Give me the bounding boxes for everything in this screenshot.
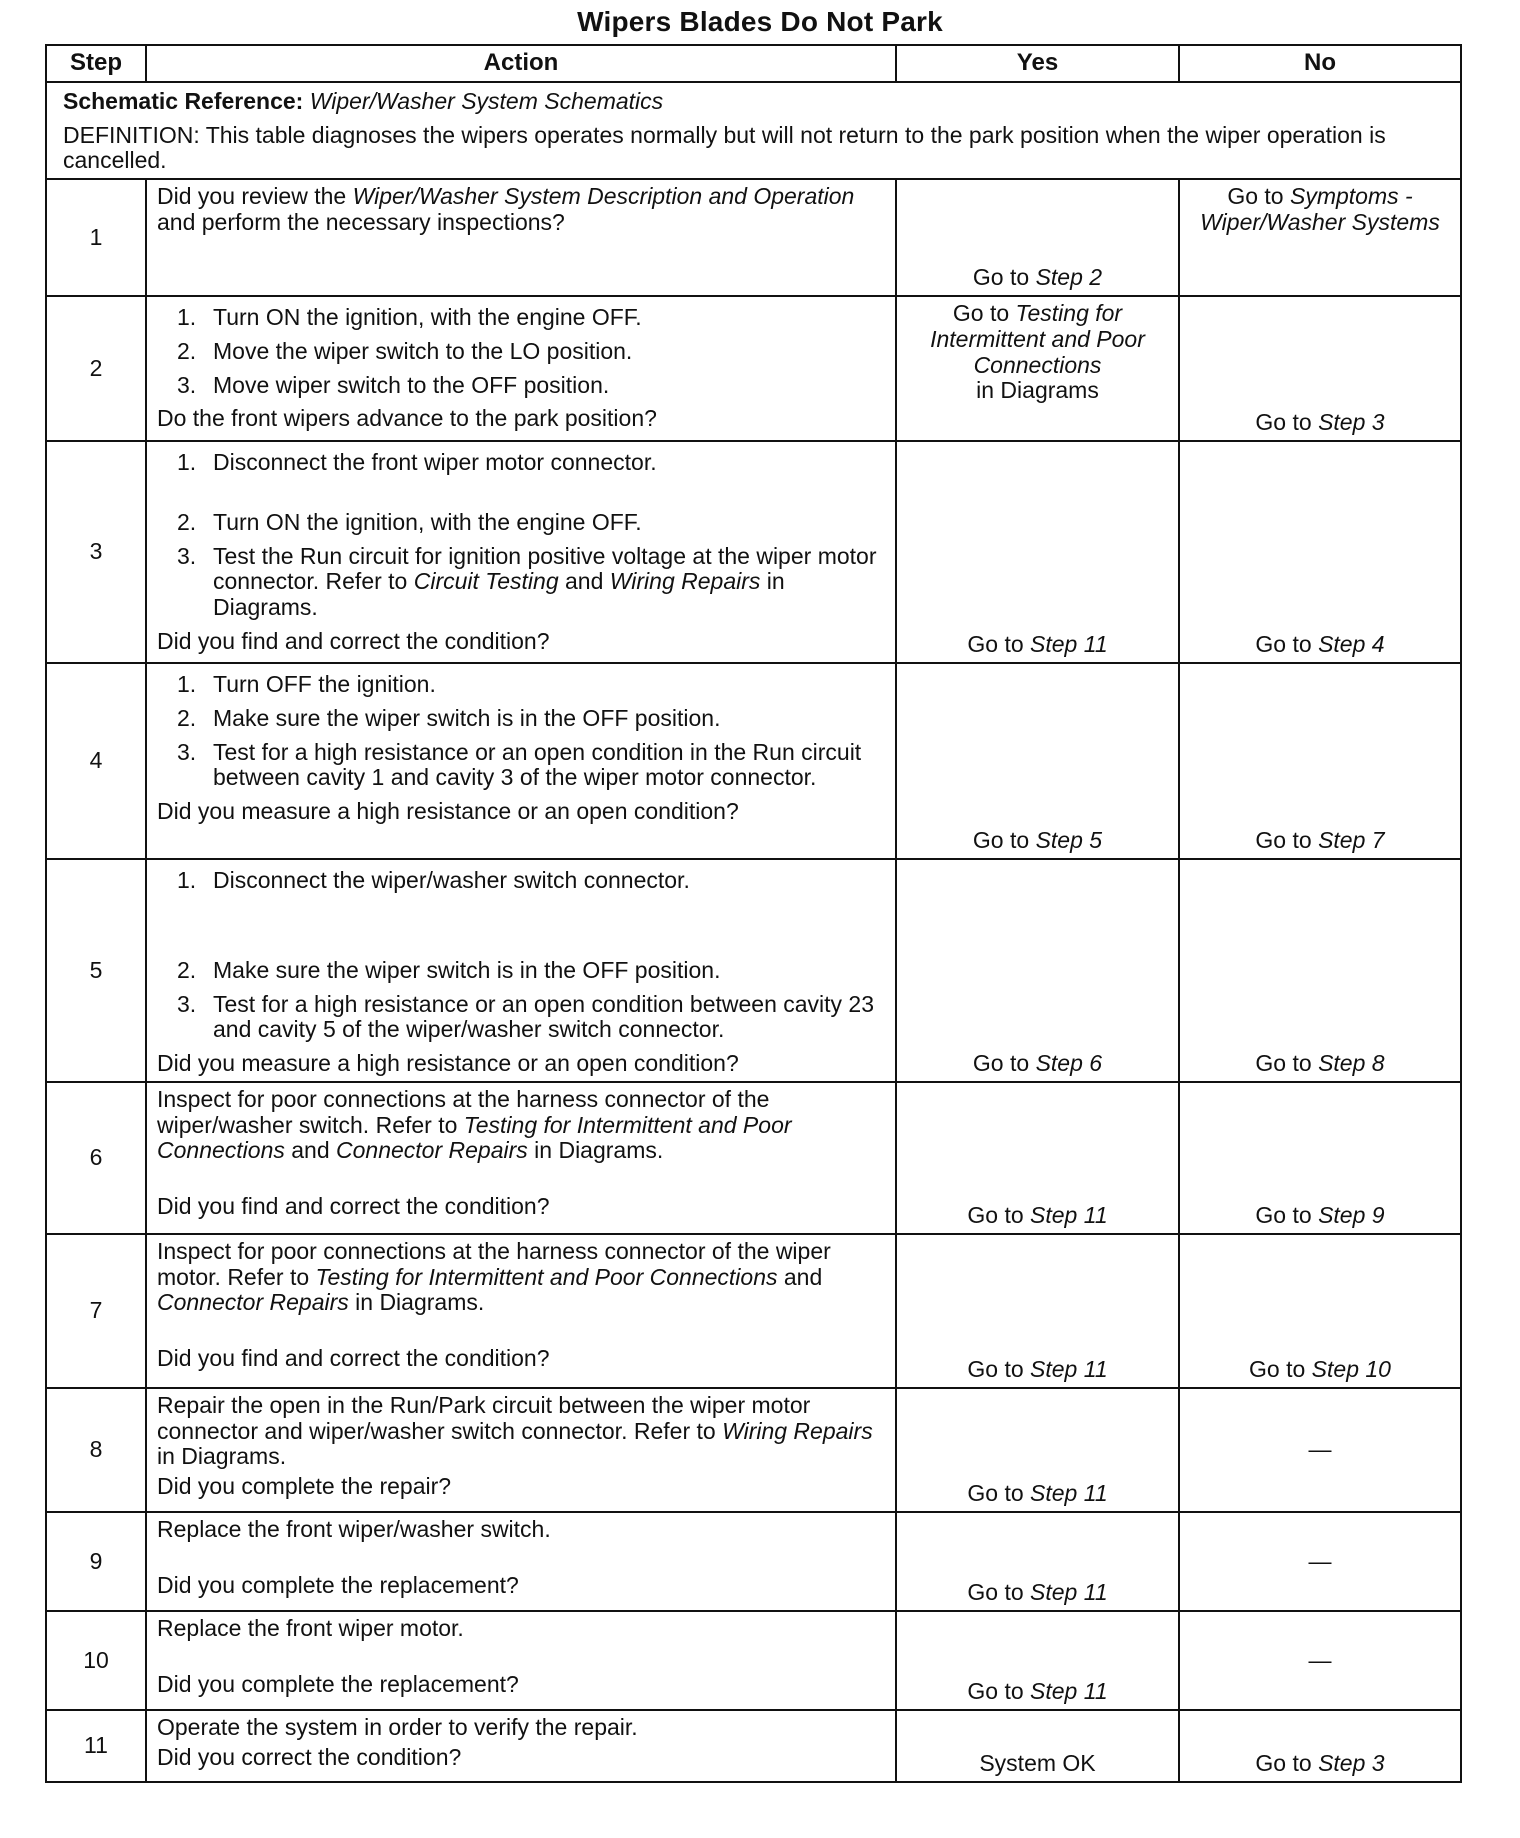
header-row [46, 45, 1461, 82]
question: Did you complete the repair? [157, 1473, 452, 1500]
yes-link[interactable]: Step 11 [1030, 1480, 1108, 1507]
step-number: 8 [46, 1388, 146, 1512]
action-cell [146, 1388, 896, 1512]
yes-cell: Go to Testing for Intermittent and Poor Connections in Diagrams [896, 296, 1179, 441]
table-row [46, 663, 1461, 859]
no-link[interactable]: Step 4 [1318, 631, 1385, 658]
table-row [46, 1710, 1461, 1782]
no-link[interactable]: Step 3 [1318, 409, 1385, 436]
step-number: 1 [46, 179, 146, 296]
step-number: 11 [46, 1710, 146, 1782]
circuit-testing-link[interactable]: Circuit Testing [413, 568, 559, 595]
sub-step: 3. Test for a high resistance or an open condition in the Run circuit between cavity 1 and cavity 3 of the wiper motor connector. [177, 738, 862, 791]
no-cell: Go to Step 9 [1179, 1082, 1461, 1234]
table-row [46, 1082, 1461, 1234]
table-row [46, 1512, 1461, 1611]
system-ok-text: System OK [979, 1750, 1096, 1777]
sub-step: 1. Turn ON the ignition, with the engine OFF. [177, 304, 642, 331]
no-link[interactable]: Step 9 [1318, 1202, 1385, 1229]
sub-step: 2. Make sure the wiper switch is in the OFF position. [177, 704, 721, 731]
table-row [46, 1388, 1461, 1512]
action-cell [146, 1082, 896, 1234]
no-cell: Go to Step 3 [1179, 296, 1461, 441]
sub-step: 3. Test the Run circuit for ignition positive voltage at the wiper motor connector. Refer to Circuit Testing and Wiring Repairs in Diagrams. [177, 542, 877, 621]
no-cell: Go to Step 8 [1179, 859, 1461, 1082]
spacer [157, 1316, 885, 1342]
testing-link[interactable]: Testing for Intermittent and Poor Connections [315, 1263, 778, 1290]
connector-repairs-link[interactable]: Connector Repairs [157, 1289, 349, 1316]
no-cell: Go to Step 10 [1179, 1234, 1461, 1388]
no-link[interactable]: Step 10 [1311, 1356, 1391, 1383]
reference-row [46, 82, 1461, 179]
table-row [46, 859, 1461, 1082]
action-text: Replace the front wiper motor. [157, 1614, 464, 1641]
no-link[interactable]: Step 7 [1318, 827, 1385, 854]
step-number: 5 [46, 859, 146, 1082]
yes-cell: Go to Step 11 [896, 1611, 1179, 1710]
action-cell [146, 1710, 896, 1782]
action-cell: Did you review the Wiper/Washer System Description and Operation and perform the necessary inspections? [146, 179, 896, 296]
action-text: Inspect for poor connections at the harness connector of the wiper/washer switch. Refer to Testing for Intermittent and Poor Connections and Connector Repairs in Diagrams. [157, 1085, 792, 1164]
question: Did you measure a high resistance or an open condition? [157, 798, 739, 825]
yes-cell: Go to Step 6 [896, 859, 1179, 1082]
reference-cell [46, 82, 1461, 179]
action-text: Inspect for poor connections at the harness connector of the wiper motor. Refer to Testing for Intermittent and Poor Connections and Connector Repairs in Diagrams. [157, 1237, 831, 1316]
sub-step: 3. Move wiper switch to the OFF position. [177, 371, 610, 398]
table-row [46, 1611, 1461, 1710]
action-text: Operate the system in order to verify the repair. [157, 1713, 638, 1740]
page-title: Wipers Blades Do Not Park [577, 6, 943, 37]
sub-steps [157, 450, 885, 621]
yes-link[interactable]: Testing for Intermittent and Poor Connections [930, 300, 1145, 378]
sub-step: 1. Disconnect the front wiper motor connector. [177, 449, 657, 476]
action-text: Replace the front wiper/washer switch. [157, 1515, 551, 1542]
question: Did you complete the replacement? [157, 1571, 519, 1598]
sub-steps [157, 868, 885, 1043]
no-link[interactable]: Step 8 [1318, 1050, 1385, 1077]
table-row [46, 441, 1461, 663]
sub-steps [157, 305, 885, 398]
yes-link[interactable]: Step 11 [1030, 631, 1108, 658]
question: Did you complete the replacement? [157, 1670, 519, 1697]
action-cell [146, 663, 896, 859]
yes-cell: Go to Step 2 [896, 179, 1179, 296]
no-cell [1179, 1388, 1461, 1512]
sub-step: 2. Move the wiper switch to the LO position. [177, 337, 633, 364]
action-cell [146, 296, 896, 441]
wiring-repairs-link[interactable]: Wiring Repairs [609, 568, 761, 595]
yes-link[interactable]: Step 2 [1035, 264, 1103, 291]
table-row [46, 1234, 1461, 1388]
header-step: Step [46, 45, 146, 82]
action-cell [146, 1234, 896, 1388]
yes-link[interactable]: Step 11 [1030, 1579, 1108, 1606]
header-no: No [1179, 45, 1461, 82]
sub-step: 1. Disconnect the wiper/washer switch connector. [177, 867, 690, 894]
yes-link[interactable]: Step 6 [1035, 1050, 1103, 1077]
spacer [157, 1642, 885, 1668]
yes-link[interactable]: Step 11 [1030, 1202, 1108, 1229]
yes-link[interactable]: Step 11 [1030, 1356, 1108, 1383]
header-action: Action [146, 45, 896, 82]
table-row [46, 296, 1461, 441]
no-dash: — [1308, 1547, 1332, 1574]
no-link[interactable]: Symptoms - Wiper/Washer Systems [1200, 183, 1440, 235]
spacer [157, 902, 885, 954]
question: Did you correct the condition? [157, 1743, 462, 1770]
definition-text: DEFINITION: This table diagnoses the wipers operates normally but will not return to the park position when the wiper operation is cancelled. [63, 121, 1386, 174]
spacer [157, 1543, 885, 1569]
no-cell: Go to Step 7 [1179, 663, 1461, 859]
description-link[interactable]: Wiper/Washer System Description and Operation [352, 183, 855, 210]
spacer [157, 1164, 885, 1190]
action-text: Repair the open in the Run/Park circuit between the wiper motor connector and wiper/washer switch connector. Refer to Wiring Repairs in Diagrams. [157, 1391, 873, 1470]
yes-cell: Go to Step 11 [896, 441, 1179, 663]
spacer [157, 484, 885, 506]
step-number: 10 [46, 1611, 146, 1710]
table-row [46, 179, 1461, 296]
no-cell [1179, 1512, 1461, 1611]
action-cell [146, 1512, 896, 1611]
testing-link[interactable]: Testing for Intermittent and Poor Connections [157, 1111, 792, 1164]
yes-cell: Go to Step 11 [896, 1388, 1179, 1512]
sub-step: 3. Test for a high resistance or an open condition between cavity 23 and cavity 5 of the wiper/washer switch connector. [177, 990, 875, 1043]
sub-steps [157, 672, 885, 791]
yes-cell: Go to Step 11 [896, 1082, 1179, 1234]
action-cell [146, 859, 896, 1082]
action-cell [146, 441, 896, 663]
sub-step: 1. Turn OFF the ignition. [177, 671, 436, 698]
schematic-reference [63, 89, 1450, 115]
no-cell: Go to Step 4 [1179, 441, 1461, 663]
question: Do the front wipers advance to the park position? [157, 405, 657, 432]
diagnostic-table [45, 44, 1462, 1783]
step-number: 9 [46, 1512, 146, 1611]
step-number: 2 [46, 296, 146, 441]
no-cell: Go to Step 3 [1179, 1710, 1461, 1782]
no-link[interactable]: Step 3 [1318, 1750, 1385, 1777]
no-dash: — [1308, 1646, 1332, 1673]
yes-link[interactable]: Step 11 [1030, 1678, 1108, 1705]
step-number: 7 [46, 1234, 146, 1388]
question: Did you find and correct the condition? [157, 1345, 550, 1372]
no-dash: — [1308, 1436, 1332, 1462]
yes-cell: Go to Step 11 [896, 1234, 1179, 1388]
no-cell [1179, 1611, 1461, 1710]
yes-cell [896, 1710, 1179, 1782]
step-number: 4 [46, 663, 146, 859]
sub-step: 2. Turn ON the ignition, with the engine OFF. [177, 508, 642, 535]
step-number: 6 [46, 1082, 146, 1234]
no-cell: Go to Symptoms - Wiper/Washer Systems [1179, 179, 1461, 296]
question: Did you measure a high resistance or an open condition? [157, 1050, 739, 1077]
wiring-repairs-link[interactable]: Wiring Repairs [722, 1417, 873, 1444]
yes-cell: Go to Step 11 [896, 1512, 1179, 1611]
question: Did you find and correct the condition? [157, 627, 550, 654]
yes-cell: Go to Step 5 [896, 663, 1179, 859]
connector-repairs-link[interactable]: Connector Repairs [336, 1137, 528, 1164]
yes-link[interactable]: Step 5 [1035, 827, 1103, 854]
schematic-link[interactable]: Wiper/Washer System Schematics [309, 87, 664, 114]
action-cell [146, 1611, 896, 1710]
schematic-label: Schematic Reference: [63, 87, 304, 114]
header-yes: Yes [896, 45, 1179, 82]
sub-step: 2. Make sure the wiper switch is in the OFF position. [177, 956, 721, 983]
question: Did you find and correct the condition? [157, 1193, 550, 1220]
step-number: 3 [46, 441, 146, 663]
